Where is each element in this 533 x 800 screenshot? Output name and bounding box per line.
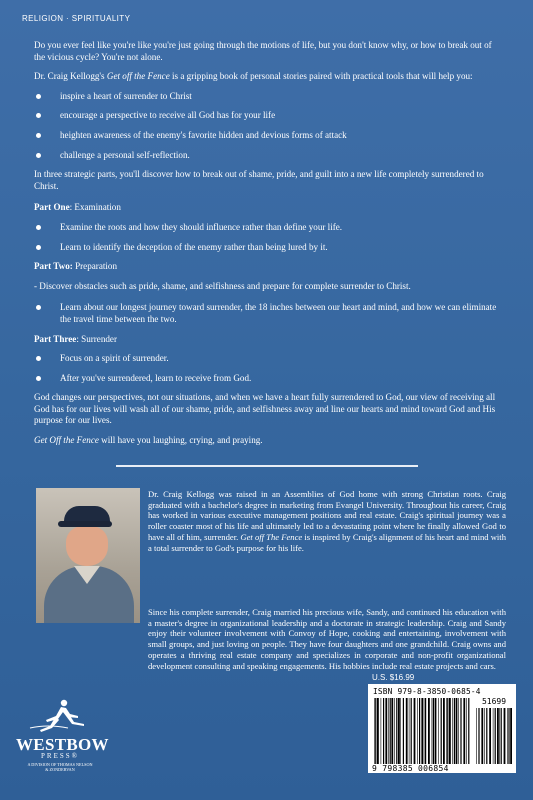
barcode-bar: [481, 708, 483, 764]
list-item: Learn to identify the deception of the enemy rather than being lured by it.: [34, 242, 504, 254]
author-bio-2: Since his complete surrender, Craig married his precious wife, Sandy, and continued his education with a master's degree in organizational leadership and a doctorate in strategic leadership. Craig and Sandy enjoy their volunteer involvement with Convoy of Hope, cooking and entertaining, involvement with small groups, and just loving on people. They have four daughters and one grandchild. Craig owns and operates a thriving real estate company and specializes in corporate and non-profit organizational development consulting and speaking engagements. His hobbies include real estate projects and cars.: [148, 607, 506, 671]
publisher-name: WESTBOW: [16, 735, 109, 754]
price-label: U.S. $16.99: [372, 673, 415, 682]
list-item: Learn about our longest journey toward surrender, the 18 inches between our heart and mind, and how we can eliminate the travel time between the two.: [34, 302, 504, 325]
barcode-bar: [476, 708, 477, 764]
barcode-bar: [499, 708, 500, 764]
barcode-bar: [388, 698, 389, 764]
addon-digits: 51699: [481, 697, 507, 706]
barcode-bar: [501, 708, 502, 764]
westbow-runner-icon: [28, 698, 90, 732]
barcode-bar: [374, 698, 375, 764]
list-item: Focus on a spirit of surrender.: [34, 353, 504, 365]
author-photo: [36, 488, 140, 623]
barcode-bar: [396, 698, 397, 764]
publisher-division: A DIVISION OF THOMAS NELSON & ZONDERVAN: [27, 762, 93, 772]
barcode-bar: [417, 698, 418, 764]
barcode-bar: [411, 698, 412, 764]
barcode-bar: [446, 698, 447, 764]
barcode-bar: [443, 698, 445, 764]
barcode-bar: [458, 698, 459, 764]
barcode-bar: [510, 708, 512, 764]
barcode-bar: [504, 708, 506, 764]
closing-paragraph: God changes our perspectives, not our situations, and when we have a heart fully surrendered to God, our view of receiving all God has for our lives will wash all of our shame, pride, and selfishness away and line our hearts and mind toward God and His purpose for our lives.: [34, 392, 496, 426]
barcode-bar: [414, 698, 416, 764]
part-one-list: [34, 222, 504, 253]
list-item: encourage a perspective to receive all God has for your life: [34, 110, 504, 122]
part-two-heading: Part Two: Preparation: [34, 261, 118, 272]
barcode-bar: [421, 698, 423, 764]
ean-digits: 9 798385 006854: [372, 764, 449, 773]
barcode-bar: [403, 698, 404, 764]
barcode-bar: [489, 708, 491, 764]
intro-paragraph: Do you ever feel like you're like you're just going through the motions of life, but you don't know why, or how to break out of the vicious cycle? You're not alone.: [34, 40, 492, 62]
intro-bullet-list: [34, 91, 504, 161]
barcode-bar: [468, 698, 469, 764]
barcode-bar: [486, 708, 487, 764]
part-three-heading: Part Three: Surrender: [34, 333, 117, 344]
category-label: RELIGION · SPIRITUALITY: [22, 14, 131, 23]
barcode-bar: [449, 698, 451, 764]
barcode-bar: [377, 698, 379, 764]
author-bio: Dr. Craig Kellogg was raised in an Assemblies of God home with strong Christian roots. Craig graduated with a bachelor's degree in marketing from Evangel University. Throughout his career, Craig has worked in various executive management positions and real estate. Craig's spiritual journey was a roller coaster most of his life and ultimately led to a devastating point where he finally allowed God to have all of him, surrender. Get off The Fence is inspired by Craig's alignment of his heart and mind with a total surrender to God's purpose for his life.: [148, 489, 506, 553]
isbn-text: ISBN 979-8-3850-0685-4: [373, 687, 481, 696]
addon-barcode-bars: [476, 708, 512, 764]
barcode-bar: [390, 698, 391, 764]
barcode-bar: [435, 698, 437, 764]
list-item: heighten awareness of the enemy's favorite hidden and devious forms of attack: [34, 130, 504, 142]
barcode-bar: [463, 698, 465, 764]
barcode-bar: [454, 698, 455, 764]
barcode-bar: [424, 698, 425, 764]
part-two-list: [34, 302, 504, 325]
intro-paragraph-3: In three strategic parts, you'll discover how to break out of shame, pride, and guilt into a new life completely surrendered to Christ.: [34, 169, 484, 191]
barcode-bar: [441, 698, 442, 764]
barcode-bar: [398, 698, 400, 764]
list-item: After you've surrendered, learn to receive from God.: [34, 373, 504, 385]
barcode-bar: [375, 698, 376, 764]
barcode-bar: [432, 698, 433, 764]
barcode-bar: [447, 698, 448, 764]
barcode-bar: [428, 698, 430, 764]
publisher-press: PRESS®: [41, 752, 79, 760]
barcode-bar: [385, 698, 387, 764]
barcode-bar: [391, 698, 393, 764]
section-divider: [116, 465, 418, 467]
part-two-dash-line: - Discover obstacles such as pride, shame, and selfishness and prepare for complete surrender to Christ.: [34, 280, 411, 291]
barcode-bar: [456, 698, 458, 764]
barcode-bar: [507, 708, 508, 764]
ean-barcode-bars: [374, 698, 470, 764]
barcode-bar: [433, 698, 434, 764]
intro-paragraph-2: Dr. Craig Kellogg's Get off the Fence is a gripping book of personal stories paired with practical tools that will help you:: [34, 71, 473, 82]
barcode-bar: [497, 708, 499, 764]
list-item: Examine the roots and how they should influence rather than define your life.: [34, 222, 504, 234]
back-cover-copy: [34, 40, 504, 455]
barcode-bar: [438, 698, 439, 764]
barcode-bar: [478, 708, 479, 764]
part-one-heading: Part One: Examination: [34, 202, 121, 213]
barcode-bar: [406, 698, 408, 764]
list-item: inspire a heart of surrender to Christ: [34, 91, 504, 103]
barcode-bar: [394, 698, 395, 764]
barcode-bar: [419, 698, 420, 764]
list-item: challenge a personal self-reflection.: [34, 150, 504, 162]
barcode-bar: [460, 698, 461, 764]
barcode-bar: [466, 698, 467, 764]
barcode-bar: [452, 698, 453, 764]
barcode-bar: [409, 698, 410, 764]
part-three-list: [34, 353, 504, 384]
barcode-bar: [484, 708, 485, 764]
closing-tagline: Get Off the Fence will have you laughing, crying, and praying.: [34, 435, 263, 446]
barcode-bar: [425, 698, 426, 764]
barcode-bar: [495, 708, 496, 764]
barcode-bar: [381, 698, 382, 764]
isbn-barcode: [368, 684, 516, 773]
barcode-bar: [508, 708, 509, 764]
barcode-bar: [493, 708, 494, 764]
barcode-bar: [383, 698, 384, 764]
barcode-bar: [400, 698, 401, 764]
